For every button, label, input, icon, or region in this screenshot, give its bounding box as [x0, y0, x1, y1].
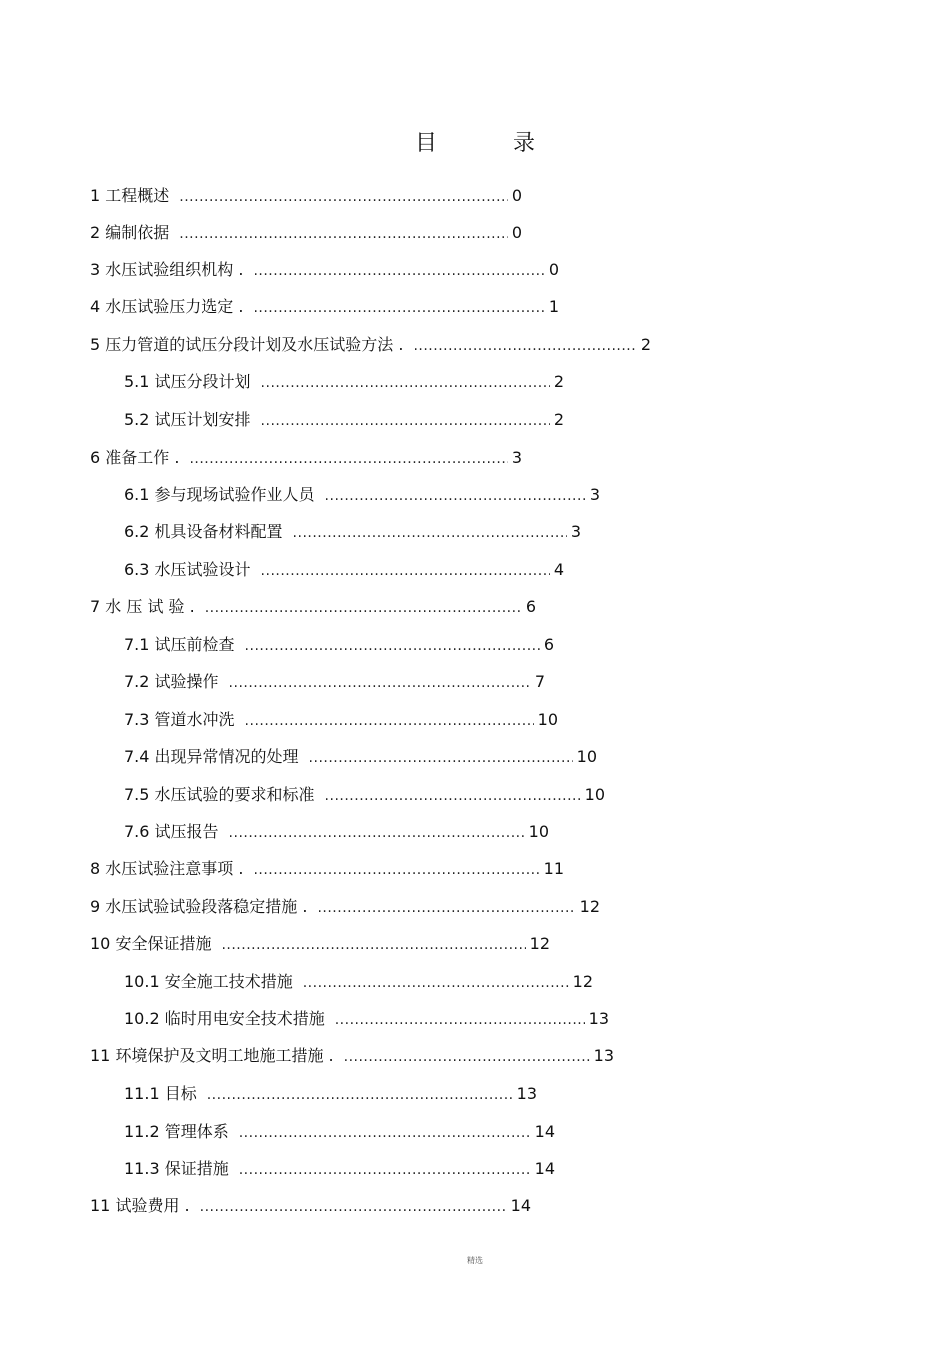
toc-entry[interactable]: [90, 184, 522, 208]
toc-entry-page: 6: [525, 597, 536, 616]
toc-entry-page: 10: [584, 785, 605, 804]
toc-entry-label: 5.2 试压计划安排: [124, 410, 251, 429]
toc-leader-dots: [261, 409, 550, 433]
toc-entry-label: 7.2 试验操作: [124, 672, 219, 691]
toc-entry-label: 11.1 目标: [124, 1084, 197, 1103]
toc-entry-page: 12: [579, 897, 600, 916]
toc-entry-page: 3: [511, 448, 522, 467]
toc-entry[interactable]: [90, 333, 651, 357]
toc-entry-page: 10: [537, 710, 558, 729]
toc-leader-dots: [245, 634, 540, 658]
toc-leader-dots: [317, 896, 575, 920]
toc-leader-dots: [189, 447, 507, 471]
toc-leader-dots: [325, 484, 586, 508]
toc-entry-page: 4: [553, 560, 564, 579]
toc-leader-dots: [179, 222, 508, 246]
toc-entry[interactable]: [124, 820, 549, 844]
toc-entry-page: 13: [593, 1046, 614, 1065]
toc-leader-dots: [245, 709, 534, 733]
toc-entry-page: 13: [588, 1009, 609, 1028]
toc-entry-label: 8 水压试验注意事项 .: [90, 859, 244, 878]
toc-leader-dots: [239, 1121, 531, 1145]
toc-title-char-2: 录: [513, 131, 536, 156]
toc-leader-dots: [253, 259, 544, 283]
toc-entry-page: 11: [543, 859, 564, 878]
toc-entry[interactable]: [90, 857, 564, 881]
toc-entry[interactable]: [90, 595, 536, 619]
toc-leader-dots: [253, 858, 539, 882]
toc-entry[interactable]: [90, 221, 522, 245]
toc-entry-label: 6.1 参与现场试验作业人员: [124, 485, 315, 504]
toc-entry[interactable]: [90, 932, 550, 956]
toc-entry-page: 2: [553, 372, 564, 391]
toc-entry[interactable]: [90, 295, 559, 319]
toc-entry-page: 3: [589, 485, 600, 504]
toc-entry[interactable]: [124, 970, 593, 994]
toc-entry[interactable]: [90, 895, 600, 919]
toc-leader-dots: [261, 371, 550, 395]
toc-entry-page: 13: [516, 1084, 537, 1103]
toc-leader-dots: [261, 559, 550, 583]
toc-entry-page: 2: [640, 335, 651, 354]
toc-entry-page: 7: [534, 672, 545, 691]
toc-leader-dots: [413, 334, 636, 358]
toc-entry-label: 3 水压试验组织机构 .: [90, 260, 244, 279]
toc-entry-page: 1: [548, 297, 559, 316]
toc-entry-page: 10: [576, 747, 597, 766]
toc-entry[interactable]: [124, 783, 605, 807]
toc-entry[interactable]: [124, 708, 558, 732]
toc-entry[interactable]: [124, 745, 597, 769]
toc-entry-page: 12: [529, 934, 550, 953]
toc-entry[interactable]: [90, 258, 559, 282]
toc-entry[interactable]: [124, 520, 581, 544]
toc-entry[interactable]: [124, 633, 554, 657]
toc-entry-page: 6: [543, 635, 554, 654]
toc-entry-label: 2 编制依据: [90, 223, 170, 242]
toc-leader-dots: [229, 671, 531, 695]
toc-entry[interactable]: [124, 1157, 555, 1181]
toc-entry-label: 6.2 机具设备材料配置: [124, 522, 283, 541]
toc-leader-dots: [207, 1083, 513, 1107]
toc-entry[interactable]: [124, 1082, 537, 1106]
toc-leader-dots: [239, 1158, 531, 1182]
toc-entry-page: 0: [548, 260, 559, 279]
toc-entry-label: 5 压力管道的试压分段计划及水压试验方法 .: [90, 335, 404, 354]
toc-title-char-1: 目: [414, 131, 437, 156]
toc-leader-dots: [335, 1008, 585, 1032]
toc-entry-page: 0: [511, 186, 522, 205]
toc-entry-label: 7 水 压 试 验 .: [90, 597, 195, 616]
toc-entry-label: 7.6 试压报告: [124, 822, 219, 841]
toc-entry[interactable]: [90, 1044, 614, 1068]
toc-entry-page: 14: [534, 1159, 555, 1178]
toc-leader-dots: [200, 1195, 507, 1219]
toc-leader-dots: [344, 1045, 590, 1069]
toc-entry[interactable]: [124, 670, 545, 694]
toc-entry-label: 6.3 水压试验设计: [124, 560, 251, 579]
toc-leader-dots: [293, 521, 567, 545]
toc-entry[interactable]: [124, 370, 564, 394]
toc-entry[interactable]: [90, 446, 522, 470]
toc-entry-label: 7.4 出现异常情况的处理: [124, 747, 299, 766]
toc-entry-label: 6 准备工作 .: [90, 448, 180, 467]
toc-entry-label: 7.5 水压试验的要求和标准: [124, 785, 315, 804]
toc-leader-dots: [253, 296, 544, 320]
toc-leader-dots: [229, 821, 525, 845]
toc-entry-page: 0: [511, 223, 522, 242]
toc-entry-page: 2: [553, 410, 564, 429]
toc-entry[interactable]: [124, 483, 600, 507]
toc-entry-label: 7.3 管道水冲洗: [124, 710, 235, 729]
toc-entry-page: 3: [570, 522, 581, 541]
page-footer: 精选: [467, 1256, 483, 1265]
toc-entry-label: 11.2 管理体系: [124, 1122, 229, 1141]
toc-entry-label: 11.3 保证措施: [124, 1159, 229, 1178]
toc-leader-dots: [179, 185, 508, 209]
toc-leader-dots: [303, 971, 569, 995]
toc-entry[interactable]: [90, 1194, 531, 1218]
toc-leader-dots: [221, 933, 525, 957]
toc-entry-label: 7.1 试压前检查: [124, 635, 235, 654]
toc-entry-label: 1 工程概述: [90, 186, 170, 205]
toc-entry[interactable]: [124, 1007, 609, 1031]
toc-leader-dots: [325, 784, 581, 808]
toc-entry-label: 9 水压试验试验段落稳定措施 .: [90, 897, 308, 916]
toc-entry-label: 10.1 安全施工技术措施: [124, 972, 293, 991]
toc-entry-label: 5.1 试压分段计划: [124, 372, 251, 391]
toc-entry[interactable]: [124, 558, 564, 582]
toc-entry-page: 14: [510, 1196, 531, 1215]
toc-title: [0, 126, 950, 157]
toc-entry-page: 10: [528, 822, 549, 841]
toc-entry-label: 11 环境保护及文明工地施工措施 .: [90, 1046, 334, 1065]
toc-entry-page: 12: [572, 972, 593, 991]
toc-leader-dots: [205, 596, 522, 620]
toc-entry-label: 11 试验费用 .: [90, 1196, 190, 1215]
toc-leader-dots: [309, 746, 573, 770]
toc-entry-label: 10 安全保证措施: [90, 934, 212, 953]
toc-entry-label: 4 水压试验压力选定 .: [90, 297, 244, 316]
toc-entry-page: 14: [534, 1122, 555, 1141]
toc-entry[interactable]: [124, 408, 564, 432]
toc-entry[interactable]: [124, 1120, 555, 1144]
toc-entry-label: 10.2 临时用电安全技术措施: [124, 1009, 325, 1028]
